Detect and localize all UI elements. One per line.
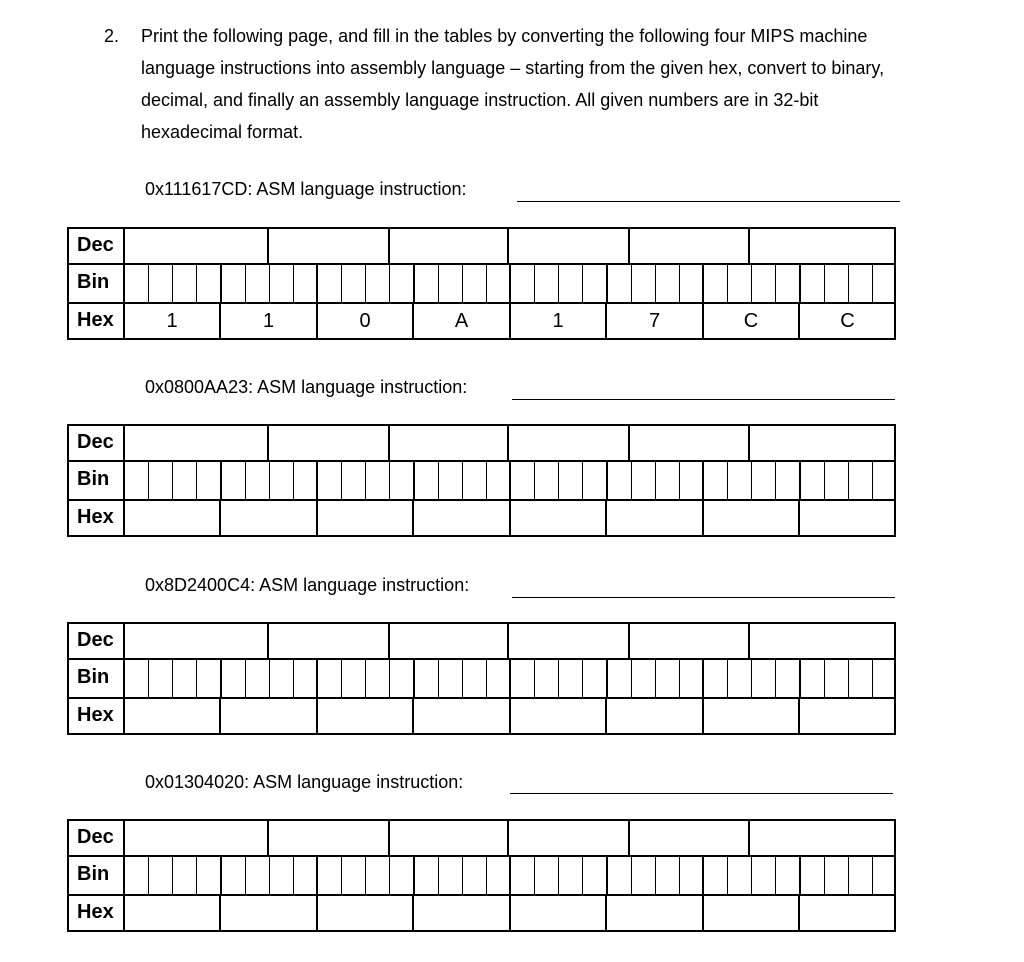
bin-bit-divider — [389, 263, 390, 303]
bin-bit-divider — [341, 855, 342, 895]
hex-digit-cell[interactable]: A — [454, 310, 469, 332]
conversion-table — [67, 819, 896, 932]
bin-bit-divider — [148, 855, 149, 895]
bin-bit-divider — [534, 855, 535, 895]
dec-field-divider — [628, 819, 630, 856]
hex-digit-cell[interactable]: C — [840, 310, 855, 332]
hex-digit-cell[interactable] — [414, 698, 509, 734]
bin-bit-divider — [558, 855, 559, 895]
bin-bit-divider — [172, 460, 173, 500]
row-label-bin: Bin — [77, 666, 110, 688]
instruction-label: 0x8D2400C4: ASM language instruction: — [145, 575, 470, 595]
bin-bit-divider — [245, 460, 246, 500]
hex-digit-cell[interactable] — [414, 500, 509, 536]
bin-bit-divider — [679, 658, 680, 698]
row-label-bin: Bin — [77, 271, 110, 293]
question-text — [141, 20, 1011, 148]
bin-bit-divider — [631, 855, 632, 895]
hex-digit-cell[interactable] — [704, 500, 798, 536]
row-divider — [67, 263, 896, 265]
bin-nibble-divider — [702, 460, 704, 500]
asm-answer-line[interactable] — [512, 597, 895, 598]
bin-nibble-divider — [316, 263, 318, 303]
row-label-dec: Dec — [77, 826, 114, 848]
bin-bit-divider — [872, 263, 873, 303]
dec-field-divider — [507, 819, 509, 856]
bin-nibble-divider — [316, 460, 318, 500]
bin-bit-divider — [534, 460, 535, 500]
bin-bit-divider — [269, 855, 270, 895]
bin-bit-divider — [462, 658, 463, 698]
bin-bit-divider — [293, 263, 294, 303]
dec-field-divider — [507, 622, 509, 659]
bin-bit-divider — [582, 263, 583, 303]
bin-bit-divider — [848, 658, 849, 698]
hex-digit-cell[interactable] — [607, 500, 702, 536]
hex-digit-cell[interactable]: 7 — [648, 310, 661, 332]
hex-digit-cell[interactable] — [221, 895, 316, 931]
dec-field-divider — [388, 622, 390, 659]
hex-digit-cell[interactable] — [607, 698, 702, 734]
bin-bit-divider — [631, 658, 632, 698]
bin-nibble-divider — [606, 460, 608, 500]
asm-answer-line[interactable] — [510, 793, 893, 794]
dec-field-divider — [267, 819, 269, 856]
bin-nibble-divider — [606, 658, 608, 698]
bin-nibble-divider — [509, 855, 511, 895]
bin-bit-divider — [824, 263, 825, 303]
bin-bit-divider — [727, 855, 728, 895]
bin-bit-divider — [824, 460, 825, 500]
bin-bit-divider — [196, 658, 197, 698]
bin-bit-divider — [751, 855, 752, 895]
bin-bit-divider — [269, 658, 270, 698]
instruction-label: 0x111617CD: ASM language instruction: — [145, 179, 467, 199]
bin-bit-divider — [558, 263, 559, 303]
dec-field-divider — [628, 622, 630, 659]
bin-nibble-divider — [413, 460, 415, 500]
hex-digit-cell[interactable] — [125, 500, 219, 536]
bin-bit-divider — [655, 855, 656, 895]
row-label-hex: Hex — [77, 506, 114, 528]
bin-bit-divider — [486, 658, 487, 698]
bin-bit-divider — [196, 460, 197, 500]
bin-bit-divider — [872, 658, 873, 698]
hex-digit-cell[interactable] — [800, 698, 895, 734]
hex-digit-cell[interactable] — [318, 895, 412, 931]
bin-nibble-divider — [799, 263, 801, 303]
bin-bit-divider — [148, 263, 149, 303]
bin-bit-divider — [293, 460, 294, 500]
bin-nibble-divider — [413, 658, 415, 698]
dec-field-divider — [267, 227, 269, 264]
bin-nibble-divider — [220, 460, 222, 500]
bin-nibble-divider — [220, 855, 222, 895]
row-divider — [67, 460, 896, 462]
bin-bit-divider — [462, 855, 463, 895]
bin-bit-divider — [245, 263, 246, 303]
question-line: language instructions into assembly language – starting from the given hex, convert to binary, — [141, 58, 885, 78]
asm-answer-line[interactable] — [517, 201, 900, 202]
bin-bit-divider — [196, 263, 197, 303]
bin-bit-divider — [582, 460, 583, 500]
bin-bit-divider — [631, 263, 632, 303]
bin-bit-divider — [775, 658, 776, 698]
bin-bit-divider — [438, 855, 439, 895]
bin-bit-divider — [872, 460, 873, 500]
bin-bit-divider — [462, 263, 463, 303]
bin-bit-divider — [679, 855, 680, 895]
conversion-table — [67, 227, 896, 340]
hex-digit-cell[interactable] — [704, 895, 798, 931]
row-divider — [67, 855, 896, 857]
bin-bit-divider — [389, 855, 390, 895]
bin-nibble-divider — [413, 263, 415, 303]
bin-bit-divider — [824, 658, 825, 698]
row-label-dec: Dec — [77, 431, 114, 453]
dec-field-divider — [388, 424, 390, 461]
dec-field-divider — [748, 227, 750, 264]
bin-bit-divider — [727, 460, 728, 500]
bin-nibble-divider — [509, 658, 511, 698]
row-label-hex: Hex — [77, 704, 114, 726]
hex-digit-cell[interactable] — [318, 698, 412, 734]
bin-bit-divider — [148, 658, 149, 698]
dec-field-divider — [388, 227, 390, 264]
bin-nibble-divider — [702, 263, 704, 303]
bin-bit-divider — [679, 460, 680, 500]
bin-bit-divider — [365, 855, 366, 895]
bin-bit-divider — [245, 658, 246, 698]
bin-bit-divider — [727, 263, 728, 303]
instruction-label: 0x01304020: ASM language instruction: — [145, 772, 464, 792]
hex-digit-cell[interactable] — [125, 895, 219, 931]
bin-bit-divider — [365, 263, 366, 303]
question-line: hexadecimal format. — [141, 122, 304, 142]
question-line: Print the following page, and fill in the tables by converting the following four MIPS machine — [141, 26, 868, 46]
bin-bit-divider — [196, 855, 197, 895]
dec-field-divider — [267, 622, 269, 659]
hex-digit-cell[interactable] — [511, 698, 605, 734]
hex-digit-cell[interactable] — [221, 500, 316, 536]
bin-bit-divider — [655, 460, 656, 500]
asm-answer-line[interactable] — [512, 399, 895, 400]
bin-nibble-divider — [702, 658, 704, 698]
instruction-label: 0x0800AA23: ASM language instruction: — [145, 377, 468, 397]
row-label-dec: Dec — [77, 234, 114, 256]
bin-bit-divider — [172, 658, 173, 698]
bin-bit-divider — [655, 658, 656, 698]
bin-bit-divider — [631, 460, 632, 500]
bin-bit-divider — [486, 263, 487, 303]
bin-bit-divider — [365, 460, 366, 500]
hex-digit-cell[interactable] — [414, 895, 509, 931]
bin-bit-divider — [293, 658, 294, 698]
row-label-hex: Hex — [77, 309, 114, 331]
hex-digit-cell[interactable]: 1 — [262, 310, 275, 332]
dec-field-divider — [628, 424, 630, 461]
bin-bit-divider — [751, 658, 752, 698]
bin-bit-divider — [751, 460, 752, 500]
bin-bit-divider — [751, 263, 752, 303]
hex-digit-cell[interactable] — [800, 500, 895, 536]
bin-nibble-divider — [220, 263, 222, 303]
bin-bit-divider — [389, 460, 390, 500]
bin-bit-divider — [438, 460, 439, 500]
bin-bit-divider — [558, 460, 559, 500]
bin-bit-divider — [293, 855, 294, 895]
bin-bit-divider — [341, 460, 342, 500]
bin-nibble-divider — [316, 855, 318, 895]
row-label-dec: Dec — [77, 629, 114, 651]
bin-bit-divider — [848, 263, 849, 303]
hex-digit-cell[interactable] — [511, 895, 605, 931]
bin-bit-divider — [775, 263, 776, 303]
hex-digit-cell[interactable] — [800, 895, 895, 931]
question-number: 2. — [104, 26, 120, 46]
bin-nibble-divider — [413, 855, 415, 895]
bin-nibble-divider — [799, 855, 801, 895]
row-label-bin: Bin — [77, 863, 110, 885]
bin-nibble-divider — [220, 658, 222, 698]
hex-digit-cell[interactable] — [511, 500, 605, 536]
bin-bit-divider — [486, 855, 487, 895]
bin-bit-divider — [148, 460, 149, 500]
bin-bit-divider — [269, 263, 270, 303]
hex-digit-cell[interactable]: 0 — [359, 310, 371, 332]
bin-bit-divider — [848, 855, 849, 895]
question-line: decimal, and finally an assembly language instruction. All given numbers are in 32-bit — [141, 90, 819, 110]
hex-digit-cell[interactable] — [125, 698, 219, 734]
bin-bit-divider — [872, 855, 873, 895]
bin-bit-divider — [438, 263, 439, 303]
dec-field-divider — [507, 227, 509, 264]
bin-nibble-divider — [509, 263, 511, 303]
dec-field-divider — [388, 819, 390, 856]
bin-bit-divider — [824, 855, 825, 895]
conversion-table — [67, 622, 896, 735]
bin-nibble-divider — [799, 460, 801, 500]
dec-field-divider — [507, 424, 509, 461]
bin-bit-divider — [486, 460, 487, 500]
bin-bit-divider — [438, 658, 439, 698]
bin-bit-divider — [775, 460, 776, 500]
hex-digit-cell[interactable]: 1 — [552, 310, 564, 332]
dec-field-divider — [748, 424, 750, 461]
hex-digit-cell[interactable] — [607, 895, 702, 931]
bin-bit-divider — [389, 658, 390, 698]
bin-bit-divider — [558, 658, 559, 698]
hex-digit-cell[interactable] — [318, 500, 412, 536]
hex-digit-cell[interactable]: 1 — [166, 310, 178, 332]
bin-bit-divider — [172, 263, 173, 303]
bin-bit-divider — [462, 460, 463, 500]
bin-nibble-divider — [702, 855, 704, 895]
bin-bit-divider — [341, 263, 342, 303]
dec-field-divider — [748, 819, 750, 856]
row-label-hex: Hex — [77, 901, 114, 923]
bin-bit-divider — [341, 658, 342, 698]
hex-digit-cell[interactable] — [704, 698, 798, 734]
bin-bit-divider — [269, 460, 270, 500]
row-divider — [67, 658, 896, 660]
bin-bit-divider — [582, 855, 583, 895]
bin-bit-divider — [172, 855, 173, 895]
bin-nibble-divider — [799, 658, 801, 698]
bin-bit-divider — [727, 658, 728, 698]
bin-bit-divider — [679, 263, 680, 303]
bin-bit-divider — [534, 263, 535, 303]
bin-nibble-divider — [316, 658, 318, 698]
bin-bit-divider — [582, 658, 583, 698]
bin-bit-divider — [775, 855, 776, 895]
bin-bit-divider — [245, 855, 246, 895]
bin-bit-divider — [848, 460, 849, 500]
row-label-bin: Bin — [77, 468, 110, 490]
bin-bit-divider — [655, 263, 656, 303]
bin-nibble-divider — [509, 460, 511, 500]
conversion-table — [67, 424, 896, 537]
hex-digit-cell[interactable]: C — [743, 310, 759, 332]
bin-bit-divider — [534, 658, 535, 698]
bin-bit-divider — [365, 658, 366, 698]
bin-nibble-divider — [606, 263, 608, 303]
dec-field-divider — [628, 227, 630, 264]
bin-nibble-divider — [606, 855, 608, 895]
hex-digit-cell[interactable] — [221, 698, 316, 734]
dec-field-divider — [267, 424, 269, 461]
dec-field-divider — [748, 622, 750, 659]
